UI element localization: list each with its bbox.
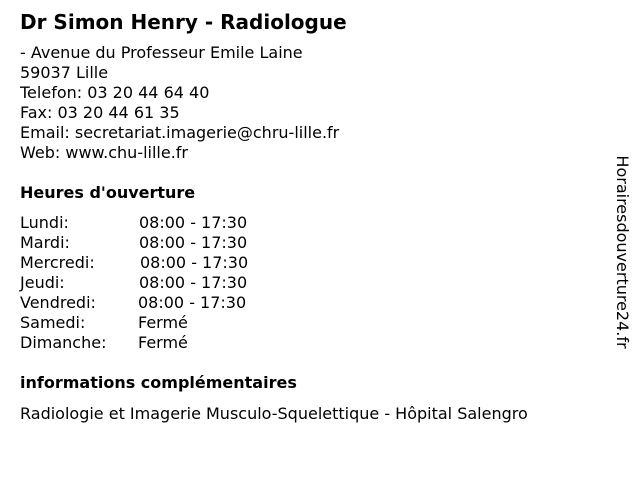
hours-row-saturday <box>20 313 320 333</box>
phone-line: Telefon: 03 20 44 64 40 <box>20 83 210 102</box>
time-value: Fermé <box>138 313 188 332</box>
hours-row-thursday <box>20 273 320 293</box>
day-label: Jeudi: <box>20 273 65 292</box>
hours-row-monday <box>20 213 320 233</box>
day-label: Mardi: <box>20 233 70 252</box>
time-value: 08:00 - 17:30 <box>139 233 248 252</box>
additional-info-heading: informations complémentaires <box>20 373 297 392</box>
fax-line: Fax: 03 20 44 61 35 <box>20 103 180 122</box>
hours-row-wednesday <box>20 253 320 273</box>
day-label: Samedi: <box>20 313 86 332</box>
hours-row-tuesday <box>20 233 320 253</box>
day-label: Dimanche: <box>20 333 107 352</box>
site-watermark: Horairesdouverture24.fr <box>613 155 632 349</box>
address-line: - Avenue du Professeur Emile Laine <box>20 43 303 62</box>
web-line: Web: www.chu-lille.fr <box>20 143 189 162</box>
day-label: Vendredi: <box>20 293 96 312</box>
opening-hours-table <box>20 213 320 353</box>
day-label: Lundi: <box>20 213 69 232</box>
opening-hours-heading: Heures d'ouverture <box>20 183 196 202</box>
page-title: Dr Simon Henry - Radiologue <box>20 10 347 34</box>
time-value: 08:00 - 17:30 <box>138 293 247 312</box>
additional-info-text: Radiologie et Imagerie Musculo-Squelettique - Hôpital Salengro <box>20 404 528 423</box>
hours-row-sunday <box>20 333 320 353</box>
day-label: Mercredi: <box>20 253 95 272</box>
city-line: 59037 Lille <box>20 63 109 82</box>
contact-block <box>20 43 339 163</box>
time-value: Fermé <box>138 333 188 352</box>
hours-row-friday <box>20 293 320 313</box>
time-value: 08:00 - 17:30 <box>139 213 248 232</box>
time-value: 08:00 - 17:30 <box>139 273 248 292</box>
email-line: Email: secretariat.imagerie@chru-lille.fr <box>20 123 340 142</box>
time-value: 08:00 - 17:30 <box>140 253 249 272</box>
